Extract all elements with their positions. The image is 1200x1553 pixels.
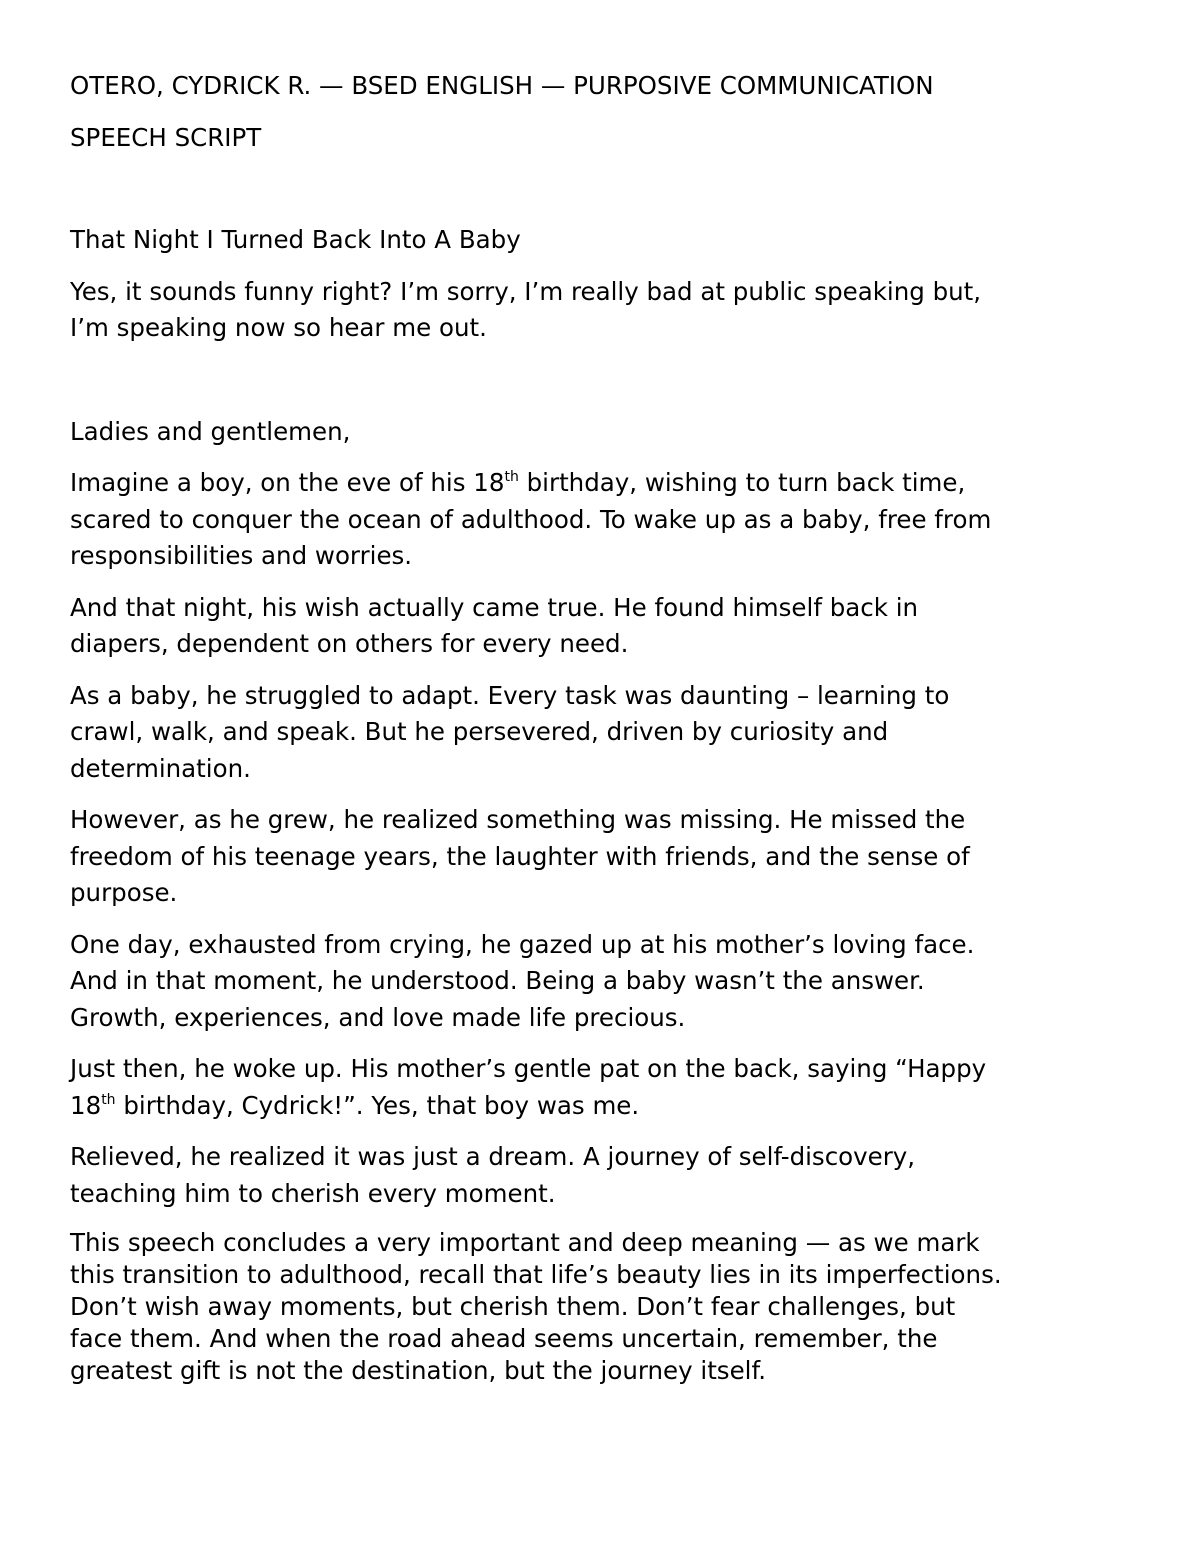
text-line: diapers, dependent on others for every need. [70, 629, 629, 658]
text-line: Yes, it sounds funny right? I’m sorry, I’m really bad at public speaking but, [70, 276, 982, 306]
text-line: Don’t wish away moments, but cherish them. Don’t fear challenges, but [70, 1292, 956, 1321]
paragraph-6 [70, 1051, 1130, 1124]
paragraph-7 [70, 1139, 1130, 1212]
text-segment: Imagine a boy, on the eve of his 18 [70, 468, 505, 497]
document-type-label: SPEECH SCRIPT [70, 122, 262, 152]
text-line: scared to conquer the ocean of adulthood. To wake up as a baby, free from [70, 504, 992, 534]
text-line: freedom of his teenage years, the laughter with friends, and the sense of [70, 841, 970, 871]
spacer [70, 156, 1130, 222]
text-line: Ladies and gentlemen, [70, 416, 351, 446]
text-line: teaching him to cherish every moment. [70, 1178, 556, 1208]
header-info-line: OTERO, CYDRICK R. — BSED ENGLISH — PURPOSIVE COMMUNICATION [70, 71, 934, 100]
text-segment: 18 [70, 1090, 102, 1120]
text-line: purpose. [70, 878, 178, 907]
speech-title: That Night I Turned Back Into A Baby [70, 225, 521, 254]
intro-paragraph [70, 274, 1130, 347]
text-line: Just then, he woke up. His mother’s gentle pat on the back, saying “Happy [70, 1054, 987, 1083]
text-line: Relieved, he realized it was just a dream. A journey of self-discovery, [70, 1142, 916, 1171]
spacer [70, 362, 1130, 414]
text-line: this transition to adulthood, recall that life’s beauty lies in its imperfections. [70, 1260, 1002, 1289]
text-line: responsibilities and worries. [70, 541, 413, 570]
text-line [70, 1088, 1130, 1125]
spacer [70, 105, 1130, 120]
paragraph-2 [70, 590, 1130, 663]
text-segment: birthday, wishing to turn back time, [518, 468, 966, 497]
text-line: This speech concludes a very important and deep meaning — as we mark [70, 1228, 980, 1257]
text-line [70, 465, 1130, 502]
paragraph-3 [70, 678, 1130, 788]
text-line: crawl, walk, and speak. But he persevered, driven by curiosity and [70, 717, 889, 746]
document-page [70, 68, 1130, 1402]
paragraph-8-conclusion [70, 1227, 1130, 1387]
spacer [70, 259, 1130, 274]
text-line: However, as he grew, he realized something was missing. He missed the [70, 805, 966, 834]
text-line: One day, exhausted from crying, he gazed up at his mother’s loving face. [70, 929, 975, 959]
text-line: determination. [70, 753, 251, 783]
greeting [70, 414, 1130, 451]
text-line: And that night, his wish actually came true. He found himself back in [70, 592, 919, 622]
text-line: face them. And when the road ahead seems uncertain, remember, the [70, 1324, 938, 1353]
text-line: As a baby, he struggled to adapt. Every task was daunting – learning to [70, 680, 950, 710]
text-line: Growth, experiences, and love made life precious. [70, 1002, 686, 1032]
text-line: I’m speaking now so hear me out. [70, 313, 487, 342]
text-segment: birthday, Cydrick!”. Yes, that boy was me. [115, 1090, 640, 1120]
ordinal-suffix: th [101, 1091, 116, 1108]
paragraph-4 [70, 802, 1130, 912]
text-line: greatest gift is not the destination, but the journey itself. [70, 1356, 767, 1385]
paragraph-5 [70, 927, 1130, 1037]
text-line: And in that moment, he understood. Being a baby wasn’t the answer. [70, 966, 925, 995]
paragraph-1 [70, 465, 1130, 575]
ordinal-suffix: th [504, 469, 519, 485]
